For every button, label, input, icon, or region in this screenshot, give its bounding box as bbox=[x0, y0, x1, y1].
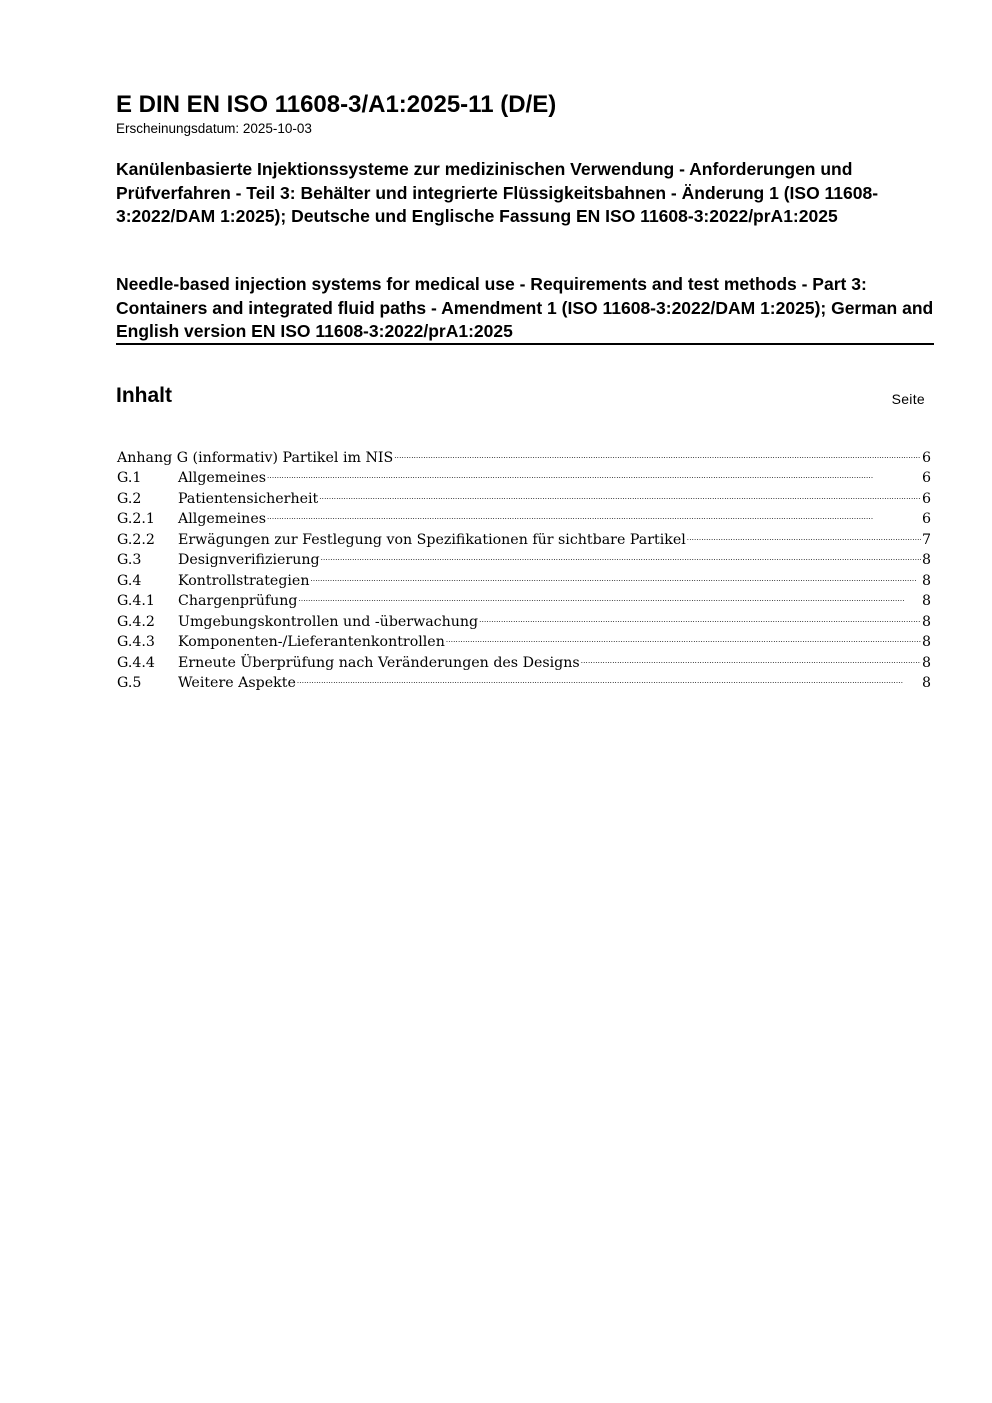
table-of-contents bbox=[117, 441, 931, 691]
toc-entry-text: Umgebungskontrollen und -überwachung bbox=[178, 613, 479, 630]
toc-leader-dots bbox=[298, 585, 921, 606]
toc-page-label: Seite bbox=[891, 391, 925, 407]
title-english: Needle-based injection systems for medical use - Requirements and test methods - Part 3: Containers and integrated fluid paths - Amendment 1 (ISO 11608-3:2022/DAM 1:2025); German and English version EN ISO 11608-3:2022/prA1:2025 bbox=[116, 274, 934, 341]
toc-leader-dots bbox=[446, 626, 921, 647]
toc-entry-text: Kontrollstrategien bbox=[178, 572, 310, 589]
document-header bbox=[116, 90, 934, 137]
toc-leader-dots bbox=[297, 667, 921, 688]
toc-entry-text: Erwägungen zur Festlegung von Spezifikationen für sichtbare Partikel bbox=[178, 531, 686, 548]
toc-leader-dots bbox=[310, 564, 920, 585]
toc-entry-text: Chargenprüfung bbox=[178, 593, 298, 609]
toc-entry-number: G.1 bbox=[117, 470, 142, 486]
toc-leader-dots bbox=[581, 646, 921, 667]
toc-entry-page: 8 bbox=[921, 552, 931, 568]
toc-entry-annex-g[interactable] bbox=[117, 441, 931, 466]
toc-entry-page: 6 bbox=[921, 511, 931, 527]
toc-entry-number: G.4.4 bbox=[117, 654, 155, 671]
title-divider bbox=[116, 343, 934, 345]
toc-entry-text: Designverifizierung bbox=[178, 552, 320, 568]
toc-leader-dots bbox=[319, 482, 921, 503]
toc-entry-page: 8 bbox=[921, 593, 931, 609]
toc-entry-page: 8 bbox=[921, 613, 931, 630]
toc-entry-text: Weitere Aspekte bbox=[178, 675, 296, 691]
publication-date: Erscheinungsdatum: 2025-10-03 bbox=[116, 121, 312, 136]
toc-leader-dots bbox=[267, 462, 921, 483]
toc-leader-dots bbox=[687, 523, 921, 544]
toc-entry-page: 8 bbox=[921, 572, 931, 589]
toc-entry-text: Allgemeines bbox=[178, 470, 266, 486]
toc-entry-number: G.3 bbox=[117, 552, 142, 568]
title-german: Kanülenbasierte Injektionssysteme zur medizinischen Verwendung - Anforderungen und Prüfverfahren - Teil 3: Behälter und integrierte Flüssigkeitsbahnen - Änderung 1 (ISO 11608-3:2022/DAM 1:2025); Deutsche und Englische Fassung EN ISO 11608-3:2022/prA1:2025 bbox=[116, 159, 879, 226]
toc-entry-text: Patientensicherheit bbox=[178, 490, 319, 507]
toc-entry-text: Komponenten-/Lieferantenkontrollen bbox=[178, 634, 445, 650]
toc-leader-dots bbox=[479, 605, 921, 626]
toc-entry-number: G.2.2 bbox=[117, 531, 155, 548]
toc-entry-number: G.2.1 bbox=[117, 511, 155, 527]
toc-entry-page: 8 bbox=[921, 675, 931, 691]
toc-entry-page: 6 bbox=[921, 449, 931, 466]
toc-heading: Inhalt bbox=[116, 384, 172, 407]
toc-entry-text: Anhang G (informativ) Partikel im NIS bbox=[117, 449, 394, 466]
toc-entry-page: 6 bbox=[921, 490, 931, 507]
toc-leader-dots bbox=[267, 503, 921, 524]
toc-leader-dots bbox=[321, 544, 921, 565]
toc-entry-text: Erneute Überprüfung nach Veränderungen des Designs bbox=[178, 654, 580, 671]
toc-entry-text: Allgemeines bbox=[178, 511, 266, 527]
toc-entry-number: G.2 bbox=[117, 490, 142, 507]
toc-entry-page: 8 bbox=[921, 654, 931, 671]
document-id: E DIN EN ISO 11608-3/A1:2025-11 (D/E) bbox=[116, 91, 557, 118]
toc-entry-number: G.4 bbox=[117, 572, 142, 589]
toc-leader-dots bbox=[394, 441, 921, 462]
toc-entry-page: 7 bbox=[921, 531, 931, 548]
toc-entry-number: G.5 bbox=[117, 675, 142, 691]
toc-entry-page: 6 bbox=[921, 470, 931, 486]
toc-entry-number: G.4.1 bbox=[117, 593, 155, 609]
toc-entry-number: G.4.3 bbox=[117, 634, 155, 650]
toc-entry-number: G.4.2 bbox=[117, 613, 155, 630]
toc-entry-page: 8 bbox=[921, 634, 931, 650]
